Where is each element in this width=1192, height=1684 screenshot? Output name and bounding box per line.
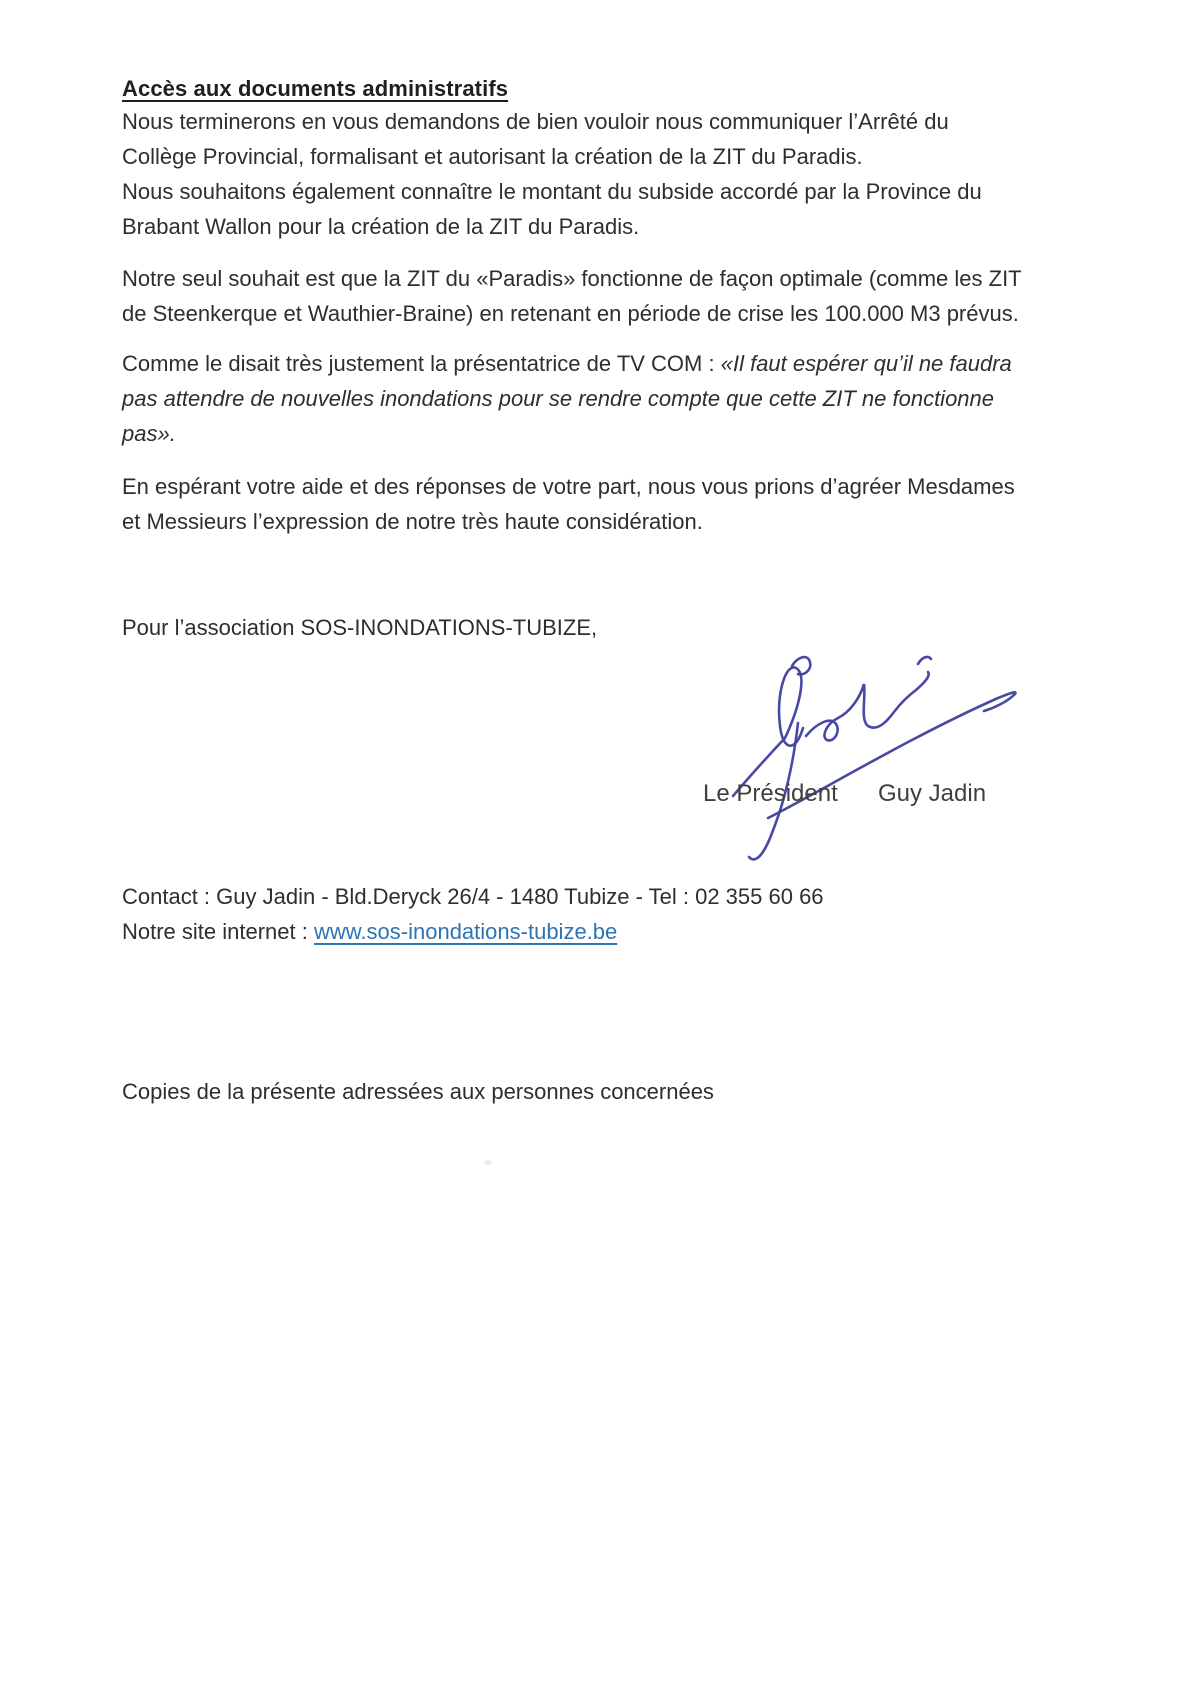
contact-line: Contact : Guy Jadin - Bld.Deryck 26/4 - 1480 Tubize - Tel : 02 355 60 66: [122, 884, 824, 909]
signature-ink-strokes: [733, 657, 1016, 859]
text-line: Nous souhaitons également connaître le montant du subside accordé par la Province du: [122, 179, 982, 204]
text-line: [122, 346, 1012, 381]
signature-name-label: Guy Jadin: [878, 780, 987, 807]
text-line: Nous terminerons en vous demandons de bien vouloir nous communiquer l’Arrêté du: [122, 109, 949, 134]
text-line: Collège Provincial, formalisant et autorisant la création de la ZIT du Paradis.: [122, 144, 863, 169]
text-line: Notre seul souhait est que la ZIT du «Paradis» fonctionne de façon optimale (comme les ZIT: [122, 266, 1022, 291]
signature-role-label: Le Président: [703, 780, 838, 807]
quote-intro: Comme le disait très justement la présentatrice de TV COM :: [122, 351, 721, 376]
text-line: Brabant Wallon pour la création de la ZIT du Paradis.: [122, 214, 640, 239]
paragraph-wish: [122, 261, 1022, 331]
website-line: [122, 914, 824, 949]
section-heading: Accès aux documents administratifs: [122, 76, 509, 101]
paragraph-tvcom-quote: [122, 346, 1012, 451]
paragraph-documents-request: [122, 104, 982, 244]
association-line: Pour l’association SOS-INONDATIONS-TUBIZE,: [122, 615, 598, 640]
text-line: En espérant votre aide et des réponses de votre part, nous vous prions d’agréer Mesdames: [122, 474, 1015, 499]
paragraph-closing-salutation: [122, 469, 1015, 539]
handwritten-signature: [688, 628, 1040, 876]
text-line: pas».: [122, 421, 176, 446]
contact-block: [122, 879, 824, 949]
text-line: de Steenkerque et Wauthier-Braine) en retenant en période de crise les 100.000 M3 prévus.: [122, 301, 1019, 326]
quote-italic-start: «Il faut espérer qu’il ne faudra: [720, 351, 1012, 376]
copies-note: Copies de la présente adressées aux personnes concernées: [122, 1079, 714, 1104]
website-link[interactable]: www.sos-inondations-tubize.be: [313, 919, 618, 944]
scan-smudge-artifact: [484, 1160, 492, 1165]
website-label: Notre site internet :: [122, 919, 314, 944]
text-line: et Messieurs l’expression de notre très haute considération.: [122, 509, 703, 534]
text-line: pas attendre de nouvelles inondations pour se rendre compte que cette ZIT ne fonctionne: [122, 386, 995, 411]
